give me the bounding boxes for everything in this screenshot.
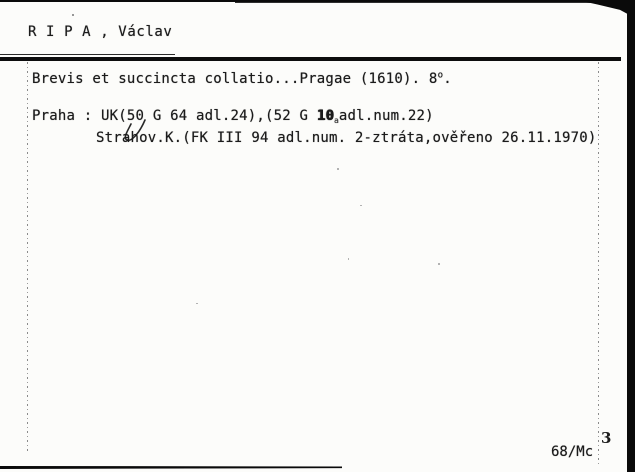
header-rule-thin [0,54,175,55]
perforation-line-right [598,62,599,464]
perforation-line-left [27,62,28,454]
title-end-period: . [443,71,452,87]
holdings-line-2: Strahov.K.(FK III 94 adl.num. 2-ztráta,ověřeno 26.11.1970) [96,130,597,146]
format-superscript: o [437,70,444,81]
overtype-subscript: a [334,116,339,125]
handwritten-page-number: 3 [601,429,612,447]
holdings-end: adl.num.22) [338,108,434,124]
shelfmark-50-text: 50 [126,108,145,124]
holdings-line-1 [32,108,434,125]
footer-classification-code: 68/Mc [551,444,594,460]
holdings-mid: G 64 adl.24),(52 G [144,108,317,124]
scan-speck [438,263,440,265]
scan-edge-right [627,0,635,472]
shelfmark-10-overstruck: 10 [316,108,335,124]
holdings-prefix: Praha : UK( [32,108,127,124]
scan-speck [72,14,74,16]
header-rule [0,57,621,61]
title-line [32,71,452,87]
scan-edge-bottom [0,466,342,469]
title-text: Brevis et succincta collatio...Pragae (1610). 8 [32,71,438,87]
scan-speck [348,258,349,260]
shelfmark-50 [127,108,144,124]
scan-edge-top-thick [235,0,635,3]
scan-speck [360,205,362,206]
scan-speck [337,168,339,170]
card-heading-author: R I P A , Václav [28,24,173,40]
scan-speck [196,303,198,304]
